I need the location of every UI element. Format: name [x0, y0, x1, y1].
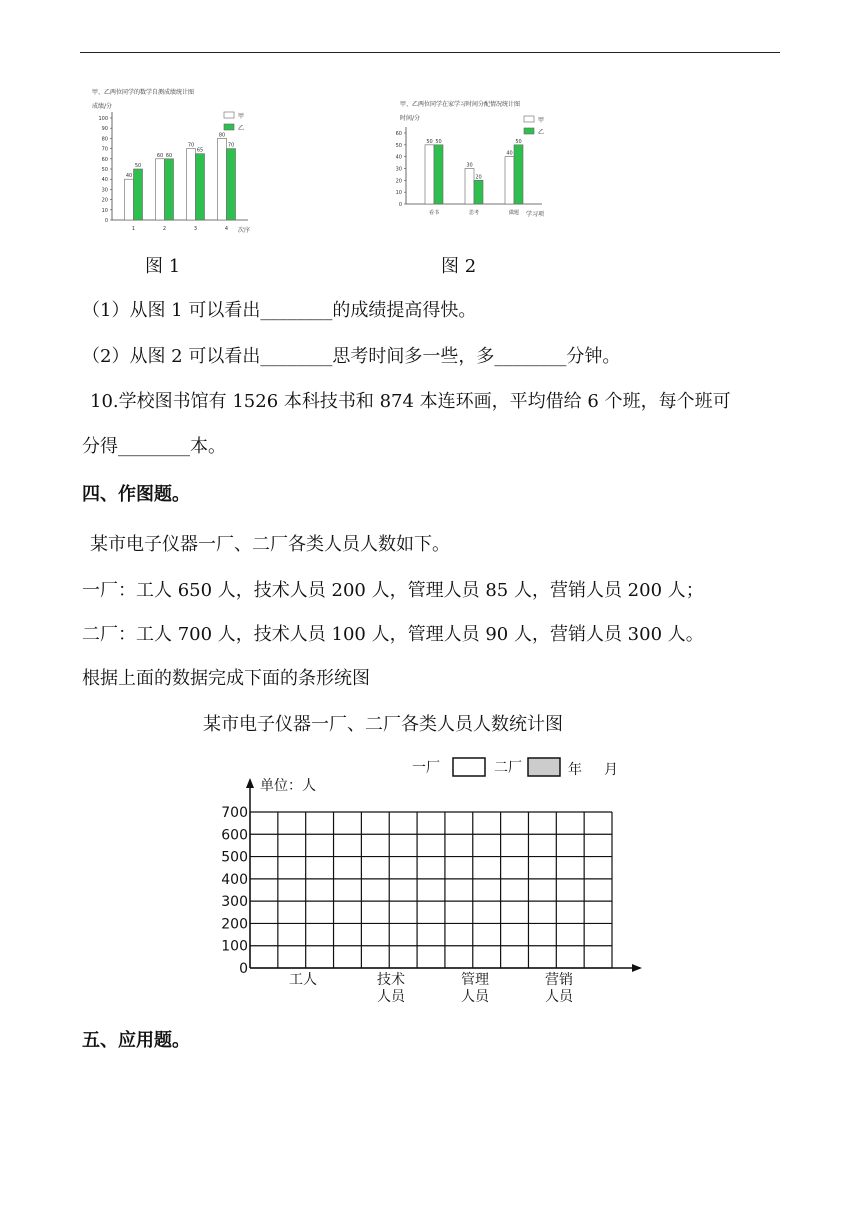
y-tick-label: 20 — [101, 197, 108, 204]
data-label: 60 — [165, 152, 173, 159]
y-tick-label: 40 — [395, 154, 402, 161]
y-tick-label: 0 — [239, 961, 248, 977]
fig1-ylabel: 成绩/分 — [92, 103, 113, 110]
data-label: 30 — [466, 162, 473, 169]
y-tick-label: 30 — [395, 166, 402, 173]
data-label: 50 — [515, 138, 522, 145]
chart-instruction: 根据上面的数据完成下面的条形统图 — [82, 668, 370, 689]
bar-甲-4 — [218, 138, 227, 220]
data-label: 65 — [196, 147, 204, 154]
factory-1-data: 一厂：工人 650 人，技术人员 200 人，管理人员 85 人，营销人员 200 人； — [82, 580, 704, 601]
x-tick-label: 思考 — [468, 210, 480, 216]
data-label: 70 — [227, 142, 235, 149]
y-tick-label: 60 — [395, 131, 402, 137]
unit-label: 单位：人 — [260, 778, 316, 794]
y-tick-label: 600 — [221, 827, 248, 844]
legend-swatch-factory-1 — [453, 758, 485, 776]
y-tick-label: 200 — [221, 916, 248, 933]
category-label-营销人员: 人员 — [545, 989, 573, 1005]
bar-乙-3 — [196, 154, 205, 220]
x-tick-label: 3 — [193, 226, 198, 232]
x-tick-label: 4 — [224, 226, 229, 232]
header-rule — [80, 52, 780, 53]
y-tick-label: 40 — [101, 177, 108, 184]
y-tick-label: 10 — [101, 207, 108, 214]
bar-甲-思考 — [465, 169, 474, 205]
bar-乙-2 — [165, 159, 174, 220]
y-tick-label: 30 — [101, 187, 108, 194]
data-label: 20 — [475, 174, 482, 181]
data-label: 40 — [506, 150, 513, 157]
data-label: 80 — [218, 132, 226, 139]
legend-swatch-乙 — [524, 128, 534, 134]
fig2-ylabel: 时间/分 — [400, 115, 421, 122]
bar-乙-看书 — [434, 145, 443, 204]
bar-甲-1 — [125, 179, 134, 220]
y-tick-label: 50 — [395, 142, 402, 149]
figure-1-caption: 图 1 — [145, 256, 181, 277]
data-label: 40 — [125, 173, 133, 180]
data-label: 60 — [156, 152, 164, 159]
bar-乙-4 — [227, 149, 236, 220]
y-tick-label: 300 — [221, 894, 248, 911]
bar-甲-看书 — [425, 145, 434, 204]
figure-1-bar-chart — [82, 84, 262, 240]
legend-swatch-乙 — [224, 124, 234, 130]
data-label: 50 — [426, 138, 433, 145]
y-tick-label: 400 — [221, 871, 248, 888]
y-tick-label: 100 — [98, 116, 108, 122]
category-label-营销人员: 营销 — [545, 972, 573, 988]
year-label: 年 — [568, 762, 582, 778]
y-tick-label: 80 — [101, 136, 108, 143]
y-tick-label: 60 — [101, 156, 108, 163]
category-label-技术人员: 技术 — [377, 972, 405, 988]
month-label: 月 — [604, 762, 618, 778]
figure-2-bar-chart — [392, 96, 562, 226]
legend-swatch-甲 — [524, 116, 534, 122]
y-tick-label: 0 — [398, 202, 402, 208]
question-10-line-2: 分得________本。 — [82, 436, 226, 457]
fig2-title: 甲、乙两位同学在家学习时间分配情况统计图 — [400, 101, 521, 108]
category-label-工人: 工人 — [289, 972, 317, 988]
legend-swatch-factory-2 — [528, 758, 560, 776]
x-axis-arrow — [632, 964, 642, 972]
data-intro: 某市电子仪器一厂、二厂各类人员人数如下。 — [90, 534, 450, 555]
figure-2-caption: 图 2 — [441, 256, 477, 277]
category-label-管理人员: 管理 — [461, 972, 489, 988]
category-label-技术人员: 人员 — [377, 989, 405, 1005]
y-tick-label: 500 — [221, 849, 248, 866]
question-1: （1）从图 1 可以看出________的成绩提高得快。 — [82, 300, 477, 321]
y-tick-label: 50 — [101, 167, 108, 173]
bar-乙-思考 — [474, 180, 483, 204]
y-tick-label: 90 — [101, 126, 108, 133]
x-tick-label: 2 — [162, 226, 167, 232]
category-label-管理人员: 人员 — [461, 989, 489, 1005]
data-label: 50 — [134, 163, 142, 169]
y-tick-label: 100 — [221, 938, 248, 955]
legend-label: 甲 — [238, 113, 245, 120]
section-5-heading: 五、应用题。 — [82, 1030, 190, 1051]
y-tick-label: 70 — [101, 146, 108, 153]
legend-label: 乙 — [238, 125, 245, 132]
bar-甲-2 — [156, 159, 165, 220]
y-tick-label: 700 — [221, 805, 248, 821]
data-label: 70 — [187, 142, 195, 149]
question-2: （2）从图 2 可以看出________思考时间多一些，多________分钟。 — [82, 346, 621, 367]
x-tick-label: 做题 — [508, 210, 520, 216]
bar-甲-3 — [187, 149, 196, 220]
fig1-xlabel: 次序 — [238, 227, 251, 234]
chart-3-title: 某市电子仪器一厂、二厂各类人员人数统计图 — [203, 714, 563, 735]
legend-label-factory-1: 一厂 — [412, 760, 440, 776]
bar-乙-做题 — [514, 145, 523, 204]
fig1-title: 甲、乙两位同学的数学自测成绩统计图 — [92, 89, 195, 96]
fig2-xlabel: 学习项 — [526, 211, 545, 218]
y-axis-arrow — [246, 778, 254, 788]
legend-label: 乙 — [538, 129, 545, 136]
bar-甲-做题 — [505, 157, 514, 204]
data-label: 50 — [435, 138, 442, 145]
legend-label-factory-2: 二厂 — [494, 760, 522, 776]
y-tick-label: 10 — [395, 190, 402, 197]
legend-swatch-甲 — [224, 112, 234, 118]
factory-2-data: 二厂：工人 700 人，技术人员 100 人，管理人员 90 人，营销人员 300 人。 — [82, 624, 704, 645]
x-tick-label: 1 — [131, 226, 136, 232]
x-tick-label: 看书 — [428, 210, 440, 216]
section-4-heading: 四、作图题。 — [82, 484, 190, 505]
y-tick-label: 0 — [104, 218, 108, 224]
y-tick-label: 20 — [395, 178, 402, 185]
legend-label: 甲 — [538, 117, 545, 124]
staff-count-grid-chart — [200, 750, 660, 1010]
question-10-line-1: 10.学校图书馆有 1526 本科技书和 874 本连环画，平均借给 6 个班，每个班可 — [90, 391, 731, 412]
bar-乙-1 — [134, 169, 143, 220]
